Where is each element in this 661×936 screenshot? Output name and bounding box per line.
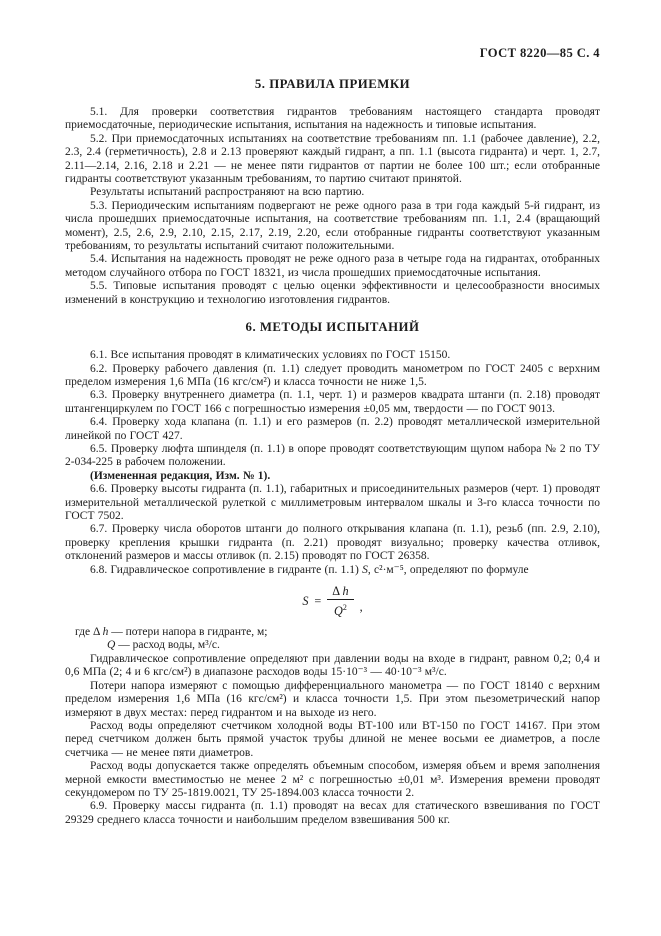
formula-denominator-variable: Q xyxy=(334,604,343,619)
formula-numerator-variable: h xyxy=(342,584,349,598)
paragraph-amendment-note: (Измененная редакция, Изм. № 1). xyxy=(90,469,271,482)
paragraph-volumetric-method: Расход воды допускается также определять объемным способом, измеряя объем и время заполнения мерной емкости вместимостью не менее 2 м² с погрешностью ±0,01 м³. Измерения времени проводят секундомером по ТУ 25-1819.0021, ТУ 25-1894.003 класса точности 2. xyxy=(65,760,600,799)
section-5-title: 5. ПРАВИЛА ПРИЕМКИ xyxy=(254,77,411,91)
paragraph-6-7: 6.7. Проверку числа оборотов штанги до полного открывания клапана (п. 1.1), резьб (пп. 2.9, 2.10), проверку крепления крышки гидранта (п. 2.21) проводят визуально; проверку качества отливок, отклонений размеров и массы отливок (п. 2.15) проводят по ГОСТ 26358. xyxy=(65,523,600,563)
paragraph-6-9: 6.9. Проверку массы гидранта (п. 1.1) проводят на весах для статического взвешивания по ГОСТ 29329 среднего класса точности и наибольшим пределом взвешивания 500 кг. xyxy=(65,800,600,826)
paragraph-6-8 xyxy=(65,564,600,577)
paragraph-6-2: 6.2. Проверку рабочего давления (п. 1.1) следует проводить манометром по ГОСТ 2405 с верхним пределом измерения 1,6 МПа (16 кгс/см²) и класса точности не ниже 1,5. xyxy=(65,362,600,388)
paragraph-6-1: 6.1. Все испытания проводят в климатических условиях по ГОСТ 15150. xyxy=(90,349,451,362)
formula-equals-sign: = xyxy=(314,594,322,609)
paragraph-hydraulic-resistance-conditions: Гидравлическое сопротивление определяют при давлении воды на входе в гидрант, равном 0,2; 0,4 и 0,6 МПа (2; 4 и 6 кгс/см²) в диапазоне расходов воды 15·10⁻³ — 40·10⁻³ м³/с. xyxy=(65,652,600,679)
where-variable-q: Q xyxy=(107,639,116,652)
formula-trailing-comma: , xyxy=(359,600,363,615)
paragraph-5-2-note: Результаты испытаний распространяют на всю партию. xyxy=(90,186,365,199)
where-definition-q: — расход воды, м³/с. xyxy=(115,639,220,652)
page-header-gost-ref: ГОСТ 8220—85 С. 4 xyxy=(479,46,600,60)
where-definition-h: — потери напора в гидранте, м; xyxy=(108,626,268,639)
paragraph-5-3: 5.3. Периодическим испытаниям подвергают не реже одного раза в три года каждый 5-й гидрант, из числа прошедших приемосдаточные испытания, на соответствие требованиям пп. 1.1, 2.4 (вращающий момент), 2.5, 2.6, 2.9, 2.10, 2.15, 2.17, 2.19, 2.20, если отобранные гидранты соответствуют указанным требованиям, то результаты испытаний считают положительными. xyxy=(65,199,600,253)
paragraph-5-4: 5.4. Испытания на надежность проводят не реже одного раза в четыре года на гидрантах, отобранных методом случайного отбора по ГОСТ 18321, из числа прошедших приемосдаточные испытания. xyxy=(65,253,600,279)
paragraph-5-2: 5.2. При приемосдаточных испытаниях на соответствие требованиям пп. 1.1 (рабочее давление), 2.2, 2.3, 2.4 (герметичность), 2.8 и 2.13 проверяют каждый гидрант, а пп. 1.1 (высота гидранта) и черт. 1, 2.7, 2.11—2.14, 2.16, 2.18 и 2.21 — не менее пяти гидрантов от партии не более 100 шт.; если отобранные гидранты соответствуют указанным требованиям, то партию считают принятой. xyxy=(65,132,600,186)
formula-numerator xyxy=(327,585,353,600)
paragraph-6-8-symbol-s: S xyxy=(362,563,368,576)
paragraph-6-8-text-after: , с²·м⁻⁵, определяют по формуле xyxy=(367,563,529,576)
where-line-q xyxy=(65,639,600,652)
section-6-title: 6. МЕТОДЫ ИСПЫТАНИЙ xyxy=(245,320,420,335)
formula-where-clause xyxy=(65,626,600,653)
paragraph-6-5: 6.5. Проверку люфта шпинделя (п. 1.1) в опоре проводят соответствующим щупом набора № 2 по ТУ 2-034-225 в рабочем положении. xyxy=(65,442,600,469)
paragraph-6-6: 6.6. Проверку высоты гидранта (п. 1.1), габаритных и присоединительных размеров (черт. 1) проводят измерительной металлической рулеткой с миллиметровым интервалом шкалы и 3-го класса точности по ГОСТ 7502. xyxy=(65,483,600,522)
formula-denominator xyxy=(327,600,353,618)
paragraph-pressure-loss-measurement: Потери напора измеряют с помощью дифференциального манометра — по ГОСТ 18140 с верхним пределом измерения 1,6 МПа (16 кгс/см²) и класса точности 1,5. При этом пьезометрический напор измеряют в двух местах: перед гидрантом и на выходе из него. xyxy=(65,679,600,719)
paragraph-6-4: 6.4. Проверку хода клапана (п. 1.1) и его размеров (п. 2.2) проводят металлической измерительной линейкой по ГОСТ 427. xyxy=(65,416,600,442)
paragraph-6-3: 6.3. Проверку внутреннего диаметра (п. 1.1, черт. 1) и размеров квадрата штанги (п. 2.18) проводят штангенциркулем по ГОСТ 166 с погрешностью измерения ±0,05 мм, твердости — по ГОСТ 9013. xyxy=(65,389,600,415)
where-prefix: где Δ xyxy=(75,626,103,639)
formula-hydraulic-resistance xyxy=(65,585,600,618)
formula-delta-symbol: Δ xyxy=(332,584,343,598)
paragraph-5-1: 5.1. Для проверки соответствия гидрантов требованиям настоящего стандарта проводят приемосдаточные, периодические испытания, испытания на надежность и типовые испытания. xyxy=(65,106,600,132)
paragraph-5-5: 5.5. Типовые испытания проводят с целью оценки эффективности и целесообразности вносимых изменений в конструкцию и технологию изготовления гидрантов. xyxy=(65,280,600,306)
formula-denominator-exponent: 2 xyxy=(342,603,347,612)
paragraph-6-8-text-before: 6.8. Гидравлическое сопротивление в гидранте (п. 1.1) xyxy=(90,563,363,576)
formula-lhs: S xyxy=(302,594,309,609)
where-variable-h: h xyxy=(102,626,109,639)
paragraph-water-flow-meter: Расход воды определяют счетчиком холодной воды ВТ-100 или ВТ-150 по ГОСТ 14167. При этом перед счетчиком должен быть прямой участок трубы длиной не менее восьми ее диаметров, а после счетчика — не менее пяти диаметров. xyxy=(65,719,600,759)
where-line-delta-h xyxy=(65,626,600,639)
formula-fraction xyxy=(327,585,353,618)
